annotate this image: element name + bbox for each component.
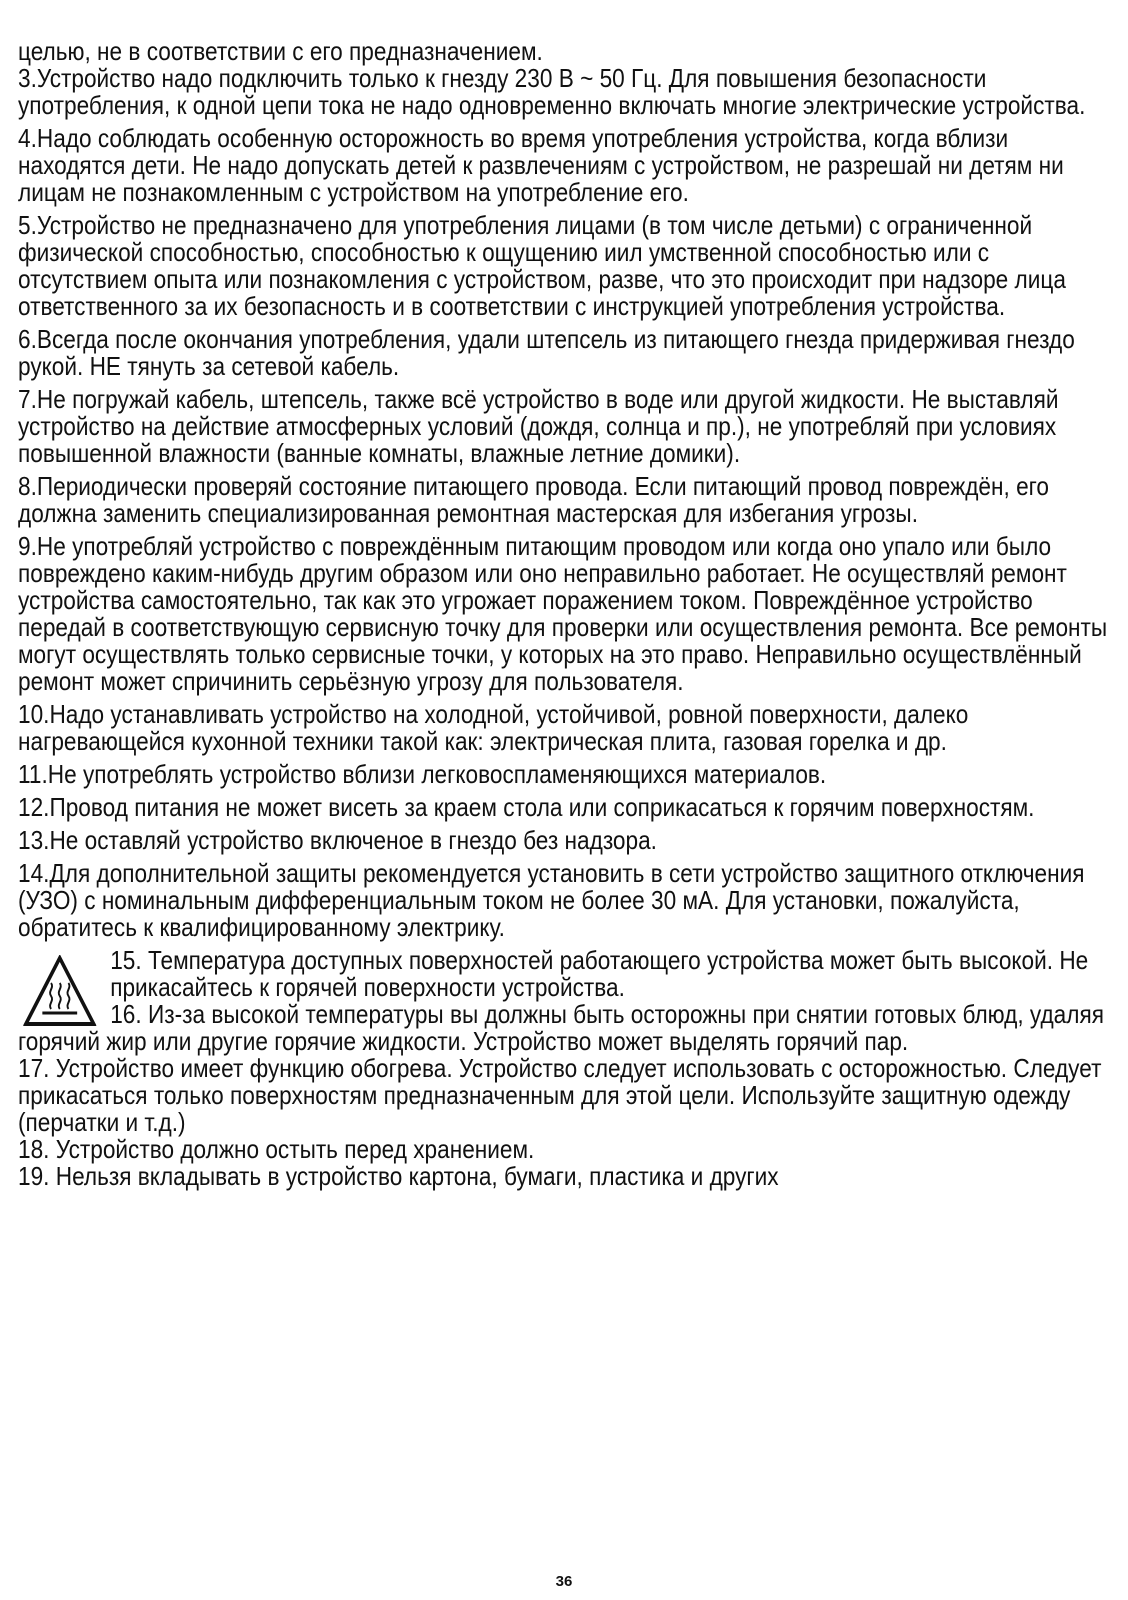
list-item: 18. Устройство должно остыть перед хранением. xyxy=(18,1134,535,1164)
warning-item-16: 16. Из-за высокой температуры вы должны быть осторожны при снятии готовых блюд, удаляя горячий жир или другие горячие жидкости. Устройство может выделять горячий пар. xyxy=(18,999,1104,1056)
list-item: 11.Не употреблять устройство вблизи легковоспламеняющихся материалов. xyxy=(18,759,827,789)
list-item: 5.Устройство не предназначено для употребления лицами (в том числе детьми) с ограниченной физической способностью, способностью к ощущению иил умственной способностью или с отсутствием опыта или познакомления с устройством, разве, что это происходит при надзоре лица ответственного за их безопасность и в соответствии с инструкцией употребления устройства. xyxy=(18,210,1066,321)
list-item: 17. Устройство имеет функцию обогрева. Устройство следует использовать с осторожностью. Следует прикасаться только поверхностям предназначенным для этой цели. Используйте защитную одежду (перчатки и т.д.) xyxy=(18,1053,1102,1137)
list-item: 4.Надо соблюдать особенную осторожность во время употребления устройства, когда вблизи находятся дети. Не надо допускать детей к развлечениям с устройством, не разрешай ни детям ни лицам не познакомленным с устройством на употребление его. xyxy=(18,123,1064,207)
list-item: 3.Устройство надо подключить только к гнезду 230 В ~ 50 Гц. Для повышения безопасности употребления, к одной цепи тока не надо одновременно включать многие электрические устройства. xyxy=(18,63,1086,120)
hot-surface-warning-icon xyxy=(23,955,96,1027)
list-item: 14.Для дополнительной защиты рекомендуется установить в сети устройство защитного отключения (УЗО) с номинальным дифференциальным током не более 30 мА. Для установки, пожалуйста, обратитесь к квалифицированному электрику. xyxy=(18,858,1085,942)
warning-item-15: 15. Температура доступных поверхностей работающего устройства может быть высокой. Не прикасайтесь к горячей поверхности устройства. xyxy=(110,945,1089,1002)
list-item: 7.Не погружай кабель, штепсель, также всё устройство в воде или другой жидкости. Не выставляй устройство на действие атмосферных условий (дождя, солнца и пр.), не употребляй при условиях повышенной влажности (ванные комнаты, влажные летние домики). xyxy=(18,384,1059,468)
list-item: 9.Не употребляй устройство с повреждённым питающим проводом или когда оно упало или было повреждено каким-нибудь другим образом или оно неправильно работает. Не осуществляй ремонт устройства самостоятельно, так как это угрожает поражением током. Повреждённое устройство передай в соответствующую сервисную точку для проверки или осуществления ремонта. Все ремонты могут осуществлять только сервисные точки, у которых на это право. Неправильно осуществлённый ремонт может спричинить серьёзную угрозу для пользователя. xyxy=(18,531,1108,696)
page-number: 36 xyxy=(555,1573,573,1590)
list-item: 13.Не оставляй устройство включеное в гнездо без надзора. xyxy=(18,825,657,855)
list-item: 10.Надо устанавливать устройство на холодной, устойчивой, ровной поверхности, далеко нагревающейся кухонной техники такой как: электрическая плита, газовая горелка и др. xyxy=(18,699,969,756)
paragraph-intro-tail: целью, не в соответствии с его предназначением. xyxy=(18,36,543,66)
hot-surface-warning-block xyxy=(18,947,1114,1001)
manual-page xyxy=(18,38,1114,1190)
list-item: 19. Нельзя вкладывать в устройство картона, бумаги, пластика и других xyxy=(18,1161,779,1191)
list-item: 12.Провод питания не может висеть за краем стола или соприкасаться к горячим поверхностям. xyxy=(18,792,1035,822)
list-item: 6.Всегда после окончания употребления, удали штепсель из питающего гнезда придерживая гнездо рукой. НЕ тянуть за сетевой кабель. xyxy=(18,324,1075,381)
list-item: 8.Периодически проверяй состояние питающего провода. Если питающий провод повреждён, его должна заменить специализированная ремонтная мастерская для избегания угрозы. xyxy=(18,471,1049,528)
